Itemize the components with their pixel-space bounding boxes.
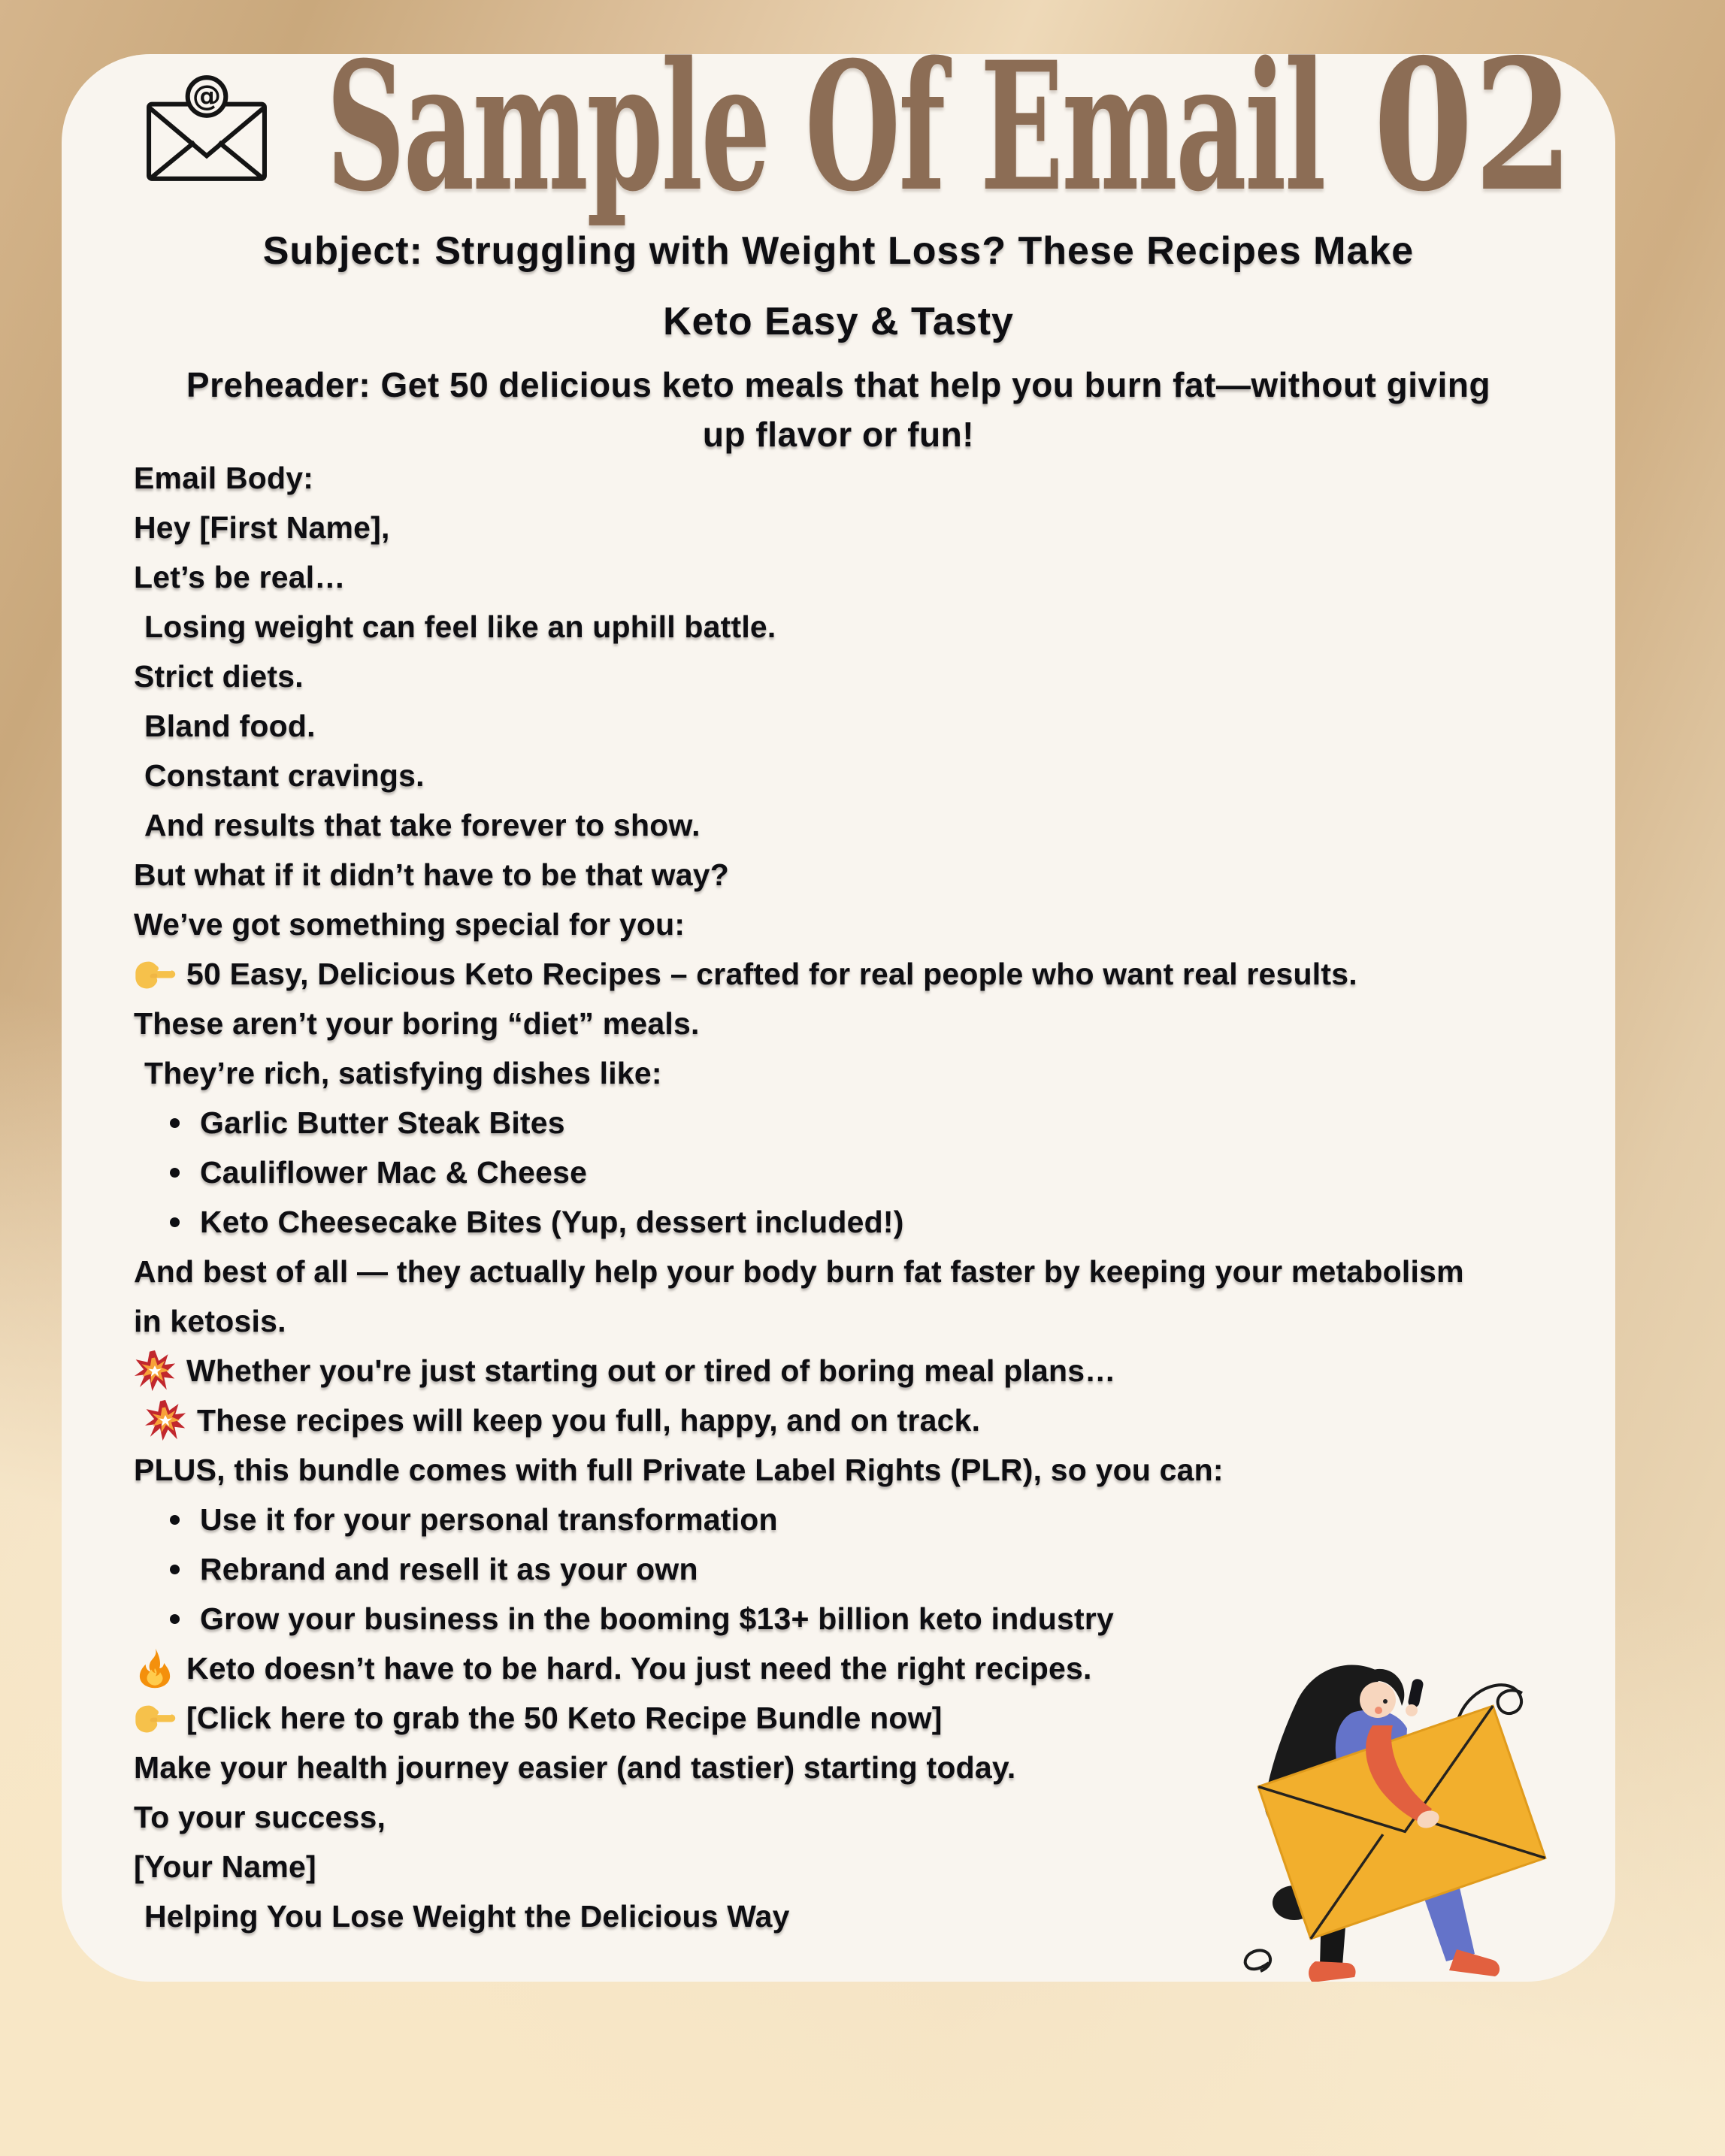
- body-line: [134, 1048, 1615, 1098]
- preheader-line-1: Preheader: Get 50 delicious keto meals that help you burn fat—without giving: [186, 365, 1491, 404]
- bullet-dot-icon: [170, 1614, 180, 1624]
- body-line: [134, 1247, 1615, 1296]
- bullet-dot-icon: [170, 1168, 180, 1178]
- subject-block: [62, 216, 1615, 357]
- body-line: [134, 1197, 1615, 1247]
- body-line: [134, 1396, 1615, 1445]
- body-line: [134, 1495, 1615, 1544]
- pointing-right-icon: [134, 1697, 176, 1739]
- body-line: [134, 1148, 1615, 1197]
- fire-icon: [134, 1647, 176, 1689]
- body-line-text: Keto doesn’t have to be hard. You just need the right recipes.: [186, 1650, 1092, 1686]
- preheader-line-2: up flavor or fun!: [702, 415, 975, 454]
- body-line: [134, 701, 1615, 751]
- body-line-text: These recipes will keep you full, happy, and on track.: [197, 1402, 981, 1438]
- body-line: [134, 652, 1615, 701]
- body-line-text: [Click here to grab the 50 Keto Recipe Bundle now]: [186, 1700, 943, 1735]
- body-line-text: Email Body:: [134, 460, 314, 495]
- body-line: [134, 1296, 1615, 1346]
- svg-text:@: @: [192, 79, 222, 113]
- page-title: Sample Of Email: [326, 54, 1324, 231]
- body-line-text: To your success,: [134, 1799, 386, 1834]
- body-line: [134, 453, 1615, 503]
- burst-icon: [134, 1350, 176, 1392]
- body-line-text: Rebrand and resell it as your own: [200, 1551, 698, 1586]
- subject-line-1: Subject: Struggling with Weight Loss? These Recipes Make: [262, 229, 1415, 273]
- burst-icon: [144, 1399, 186, 1441]
- body-line-text: Constant cravings.: [144, 757, 425, 793]
- body-line-text: And best of all — they actually help your body burn fat faster by keeping your metabolism: [134, 1253, 1464, 1289]
- body-line-text: Let’s be real…: [134, 559, 346, 594]
- body-line-text: Make your health journey easier (and tastier) starting today.: [134, 1749, 1016, 1785]
- body-line-text: Keto Cheesecake Bites (Yup, dessert included!): [200, 1204, 904, 1239]
- body-line-text: Strict diets.: [134, 658, 304, 694]
- body-line: [134, 503, 1615, 552]
- body-line-text: Cauliflower Mac & Cheese: [200, 1154, 588, 1190]
- body-line: [134, 552, 1615, 602]
- bullet-dot-icon: [170, 1565, 180, 1574]
- body-line-text: [Your Name]: [134, 1849, 316, 1884]
- sample-number: 02: [1372, 54, 1574, 231]
- body-line: [134, 602, 1615, 652]
- email-sample-card: [62, 54, 1615, 1982]
- body-line-text: PLUS, this bundle comes with full Private Label Rights (PLR), so you can:: [134, 1452, 1224, 1487]
- body-line-text: Grow your business in the booming $13+ billion keto industry: [200, 1601, 1114, 1636]
- bullet-dot-icon: [170, 1118, 180, 1128]
- body-line: [134, 1544, 1615, 1594]
- body-line-text: But what if it didn’t have to be that way?: [134, 857, 729, 892]
- body-line-text: Helping You Lose Weight the Delicious Way: [144, 1898, 790, 1934]
- body-line: [134, 999, 1615, 1048]
- body-line: [134, 949, 1615, 999]
- body-line-text: Losing weight can feel like an uphill battle.: [144, 609, 776, 644]
- body-line-text: Bland food.: [144, 708, 316, 743]
- subject-line-2: Keto Easy & Tasty: [663, 300, 1014, 343]
- body-line-text: in ketosis.: [134, 1303, 286, 1338]
- email-at-icon: [146, 75, 268, 182]
- body-line: [134, 800, 1615, 850]
- bullet-dot-icon: [170, 1217, 180, 1227]
- pointing-right-icon: [134, 953, 176, 995]
- body-line-text: Garlic Butter Steak Bites: [200, 1105, 565, 1140]
- body-line: [134, 1346, 1615, 1396]
- body-line-text: Use it for your personal transformation: [200, 1501, 778, 1537]
- body-line-text: Whether you're just starting out or tired of boring meal plans…: [186, 1353, 1116, 1388]
- body-line-text: We’ve got something special for you:: [134, 906, 685, 942]
- bullet-dot-icon: [170, 1515, 180, 1525]
- body-line-text: They’re rich, satisfying dishes like:: [144, 1055, 662, 1090]
- body-line: [134, 850, 1615, 900]
- body-line-text: Hey [First Name],: [134, 510, 390, 545]
- body-line-text: And results that take forever to show.: [144, 807, 701, 842]
- woman-carrying-envelope-illustration: [1233, 1631, 1593, 1982]
- body-line-text: These aren’t your boring “diet” meals.: [134, 1005, 700, 1041]
- squiggle-icon: [1245, 1950, 1270, 1971]
- body-line: [134, 900, 1615, 949]
- body-line: [134, 1098, 1615, 1148]
- body-line: [134, 751, 1615, 800]
- preheader-block: [62, 360, 1615, 459]
- body-line: [134, 1445, 1615, 1495]
- body-line-text: 50 Easy, Delicious Keto Recipes – crafted for real people who want real results.: [186, 956, 1357, 991]
